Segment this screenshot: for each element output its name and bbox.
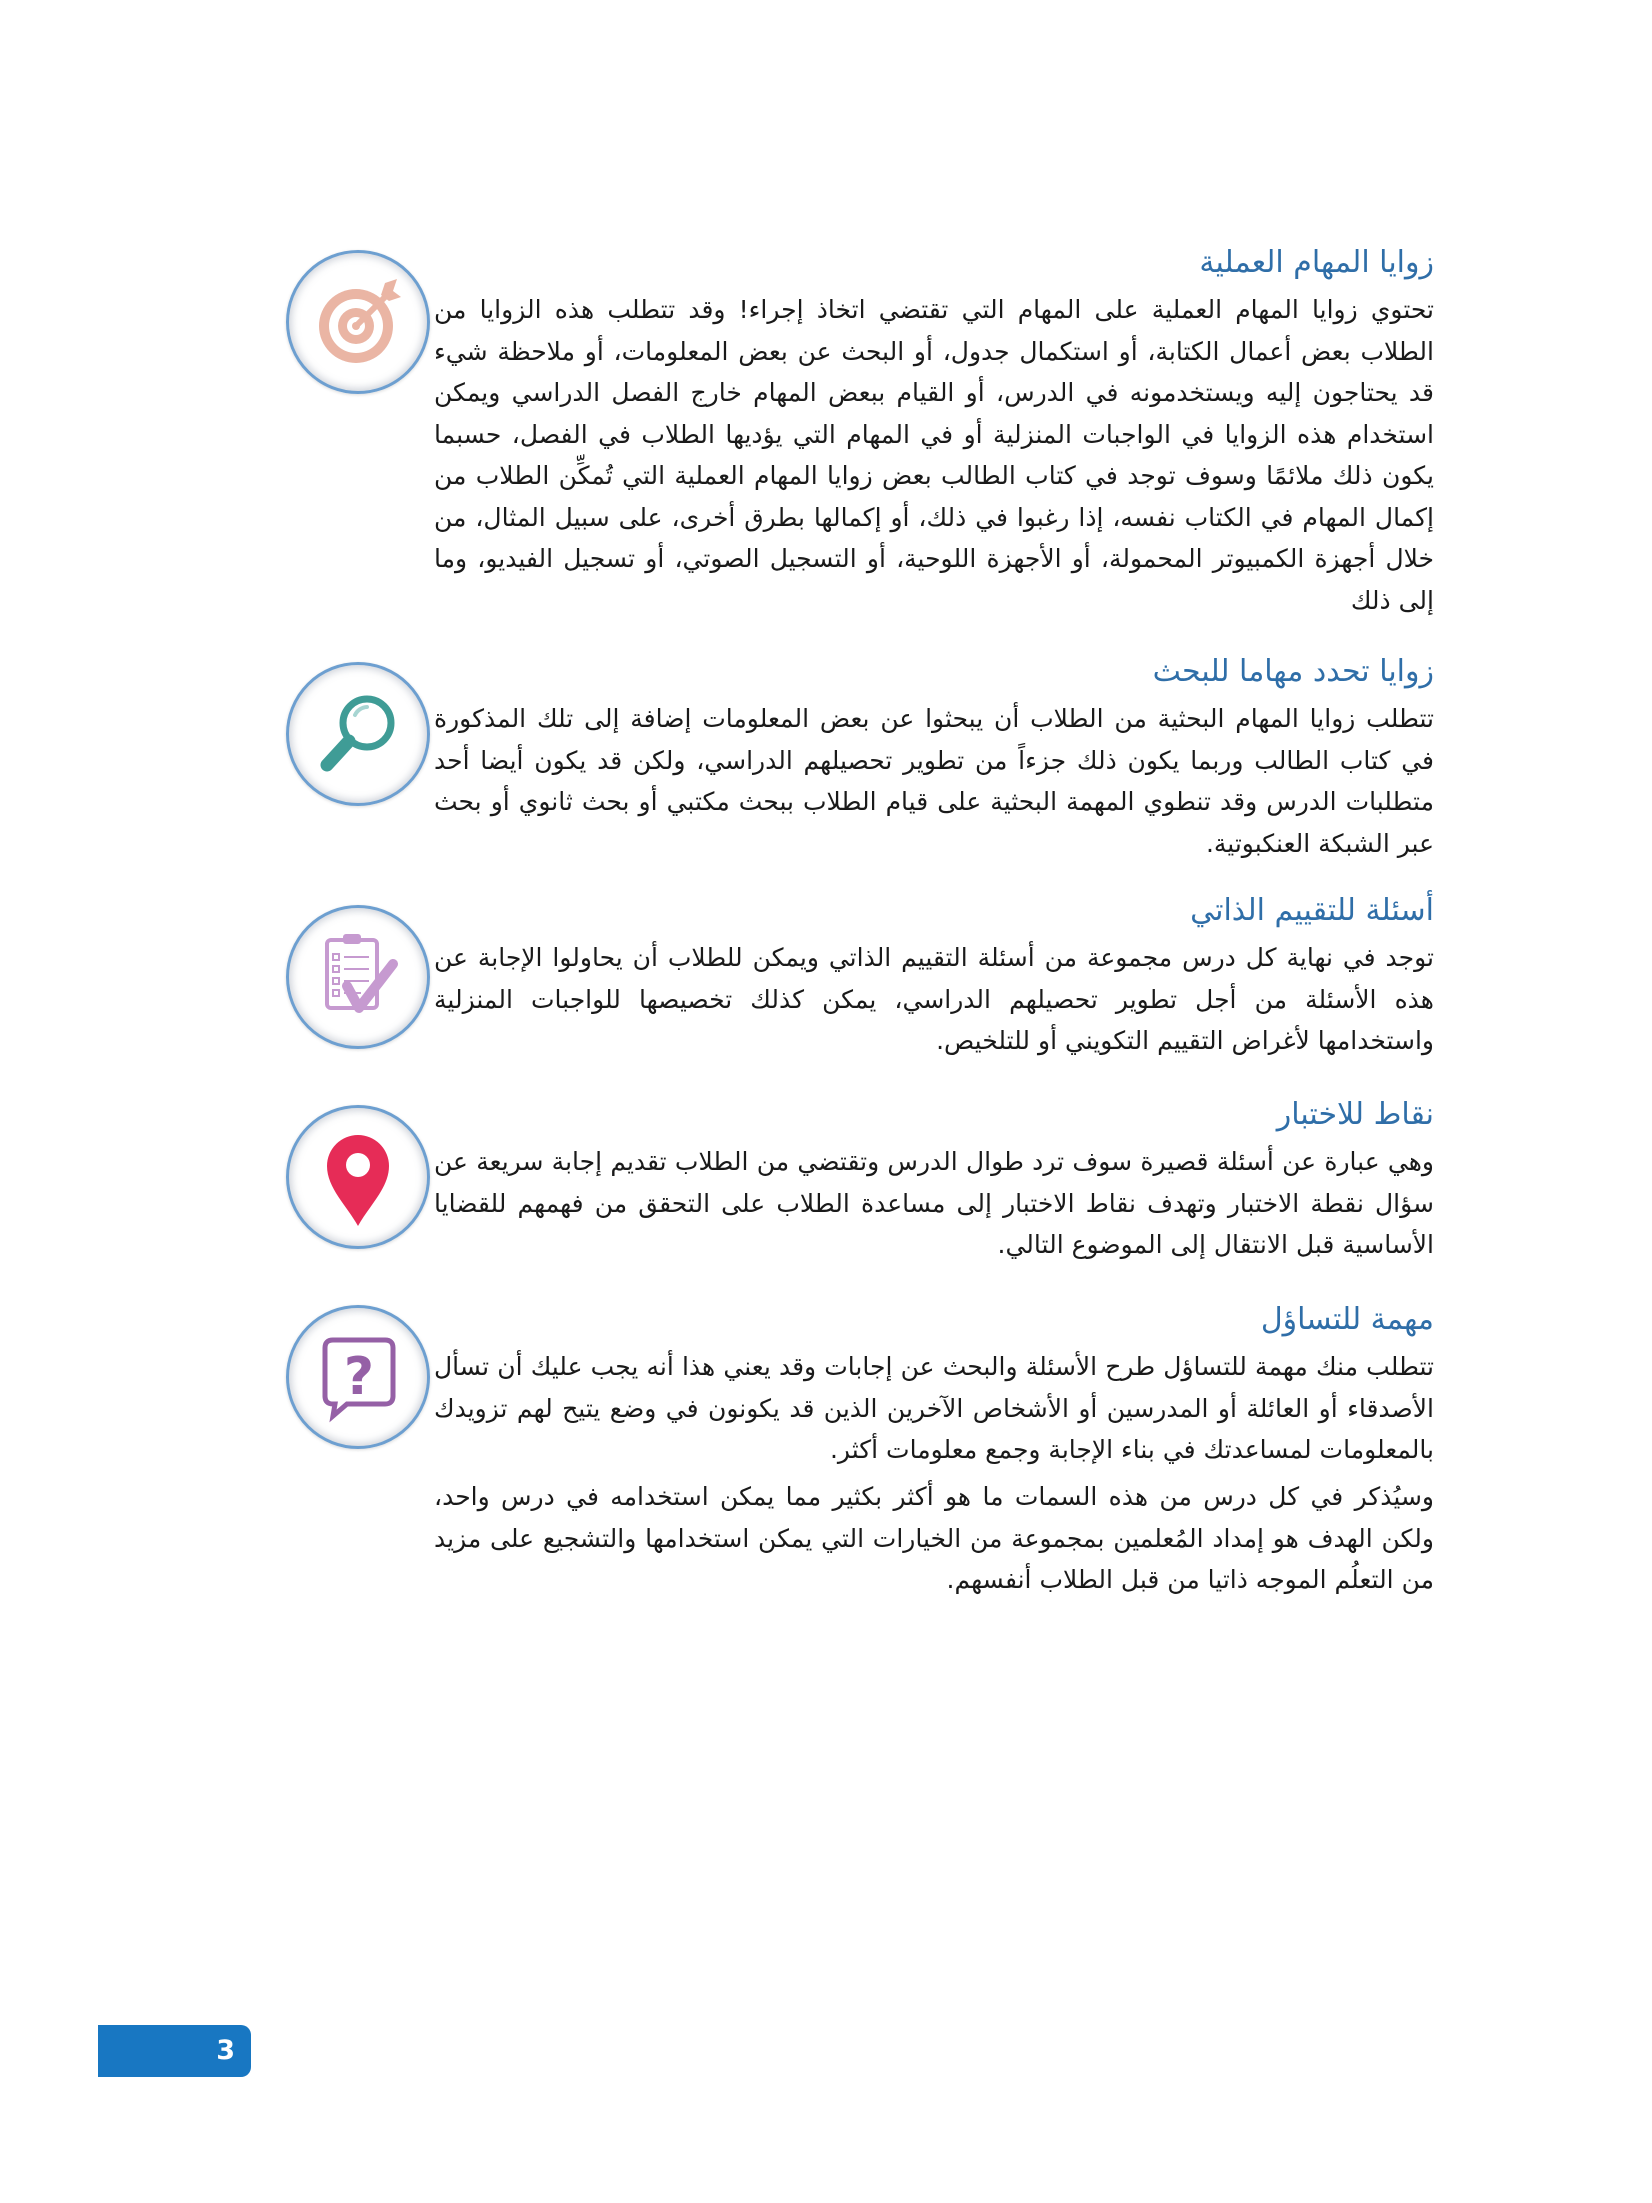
section-body: وهي عبارة عن أسئلة قصيرة سوف ترد طوال الدرس وتقتضي من الطلاب تقديم إجابة سريعة عن سؤال نقطة الاختبار وتهدف نقاط الاختبار إلى مساعدة الطلاب على التحقق من فهمهم للقضايا الأساسية قبل الانتقال إلى الموضوع التالي. (434, 1147, 1434, 1259)
section-body: تتطلب زوايا المهام البحثية من الطلاب أن يبحثوا عن بعض المعلومات إضافة إلى تلك المذكورة في كتاب الطالب وربما يكون ذلك جزءاً من تطوير تحصيلهم الدراسي، ولكن قد يكون أيضا أحد متطلبات الدرس وقد تنطوي المهمة البحثية على قيام الطلاب ببحث مكتبي أو بحث ثانوي أو بحث عبر الشبكة العنكبوتية. (434, 704, 1434, 858)
question-bubble-icon (289, 1308, 427, 1446)
section-research-tasks (434, 652, 1434, 864)
section-title: أسئلة للتقييم الذاتي (1190, 893, 1434, 928)
svg-text:?: ? (343, 1347, 375, 1407)
section-icon-circle (286, 662, 430, 806)
section-practical-tasks (434, 243, 1434, 621)
page-number-tab (98, 2025, 251, 2077)
closing-paragraph: وسيُذكر في كل درس من هذه السمات ما هو أكثر بكثير مما يمكن استخدامه في درس واحد، ولكن الهدف هو إمداد المُعلمين بمجموعة من الخيارات التي يمكن استخدامها والتشجيع على مزيد من التعلُم الموجه ذاتيا من قبل الطلاب أنفسهم. (434, 1482, 1434, 1594)
section-checkpoints (434, 1095, 1434, 1266)
section-title: زوايا تحدد مهاما للبحث (1152, 654, 1434, 689)
section-icon-circle (286, 1105, 430, 1249)
section-body: تحتوي زوايا المهام العملية على المهام التي تقتضي اتخاذ إجراء! وقد تتطلب هذه الزوايا من الطلاب بعض أعمال الكتابة، أو استكمال جدول، أو البحث عن بعض المعلومات، أو ملاحظة شيء قد يحتاجون إليه ويستخدمونه في الدرس، أو القيام ببعض المهام خارج الفصل الدراسي ويمكن استخدام هذه الزوايا في الواجبات المنزلية أو في المهام التي يؤديها الطلاب في الفصل، حسبما يكون ذلك ملائمًا وسوف توجد في كتاب الطالب بعض زوايا المهام العملية التي تُمكِّن الطلاب من إكمال المهام في الكتاب نفسه، إذا رغبوا في ذلك، أو إكمالها بطرق أخرى، على سبيل المثال، من خلال أجهزة الكمبيوتر المحمولة، أو الأجهزة اللوحية، أو التسجيل الصوتي، أو تسجيل الفيديو، وما إلى ذلك (434, 295, 1434, 615)
section-body: توجد في نهاية كل درس مجموعة من أسئلة التقييم الذاتي ويمكن للطلاب أن يحاولوا الإجابة عن هذه الأسئلة من أجل تطوير تحصيلهم الدراسي، يمكن كذلك تخصيصها للواجبات المنزلية واستخدامها لأغراض التقييم التكويني أو للتلخيص. (434, 943, 1434, 1055)
target-icon (289, 253, 427, 391)
section-icon-circle (286, 1305, 430, 1449)
location-pin-icon (289, 1108, 427, 1246)
section-body: تتطلب منك مهمة للتساؤل طرح الأسئلة والبحث عن إجابات وقد يعني هذا أنه يجب عليك أن تسأل الأصدقاء أو العائلة أو المدرسين أو الأشخاص الآخرين الذين قد يكونون في وضع يتيح لهم تزويدك بالمعلومات لمساعدتك في بناء الإجابة وجمع معلومات أكثر. (434, 1352, 1434, 1464)
section-title: زوايا المهام العملية (1199, 245, 1434, 280)
section-inquiry-task (434, 1300, 1434, 1471)
section-title: نقاط للاختبار (1276, 1097, 1434, 1132)
clipboard-check-icon (289, 908, 427, 1046)
section-icon-circle (286, 905, 430, 1049)
section-title: مهمة للتساؤل (1260, 1302, 1434, 1337)
section-icon-circle (286, 250, 430, 394)
section-self-assessment (434, 891, 1434, 1062)
page-number: 3 (216, 2035, 235, 2066)
magnifier-icon (289, 665, 427, 803)
